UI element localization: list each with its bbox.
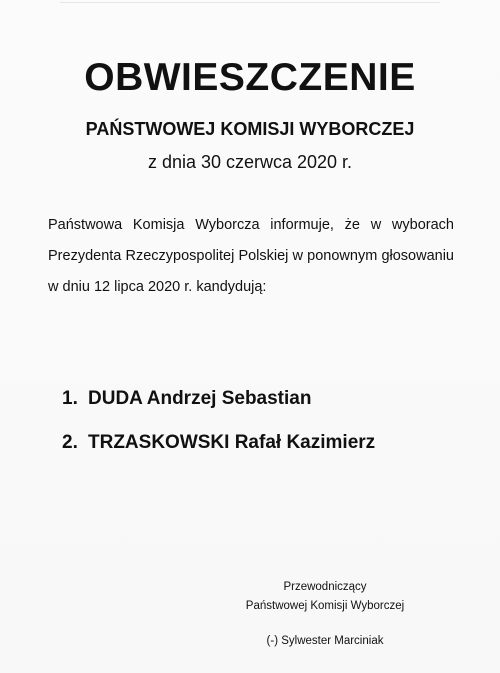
- candidate-list: [62, 385, 482, 473]
- signature-name: (-) Sylwester Marciniak: [266, 635, 384, 647]
- candidate-item: [62, 385, 482, 412]
- signature-block: [240, 578, 410, 651]
- candidate-name: TRZASKOWSKI Rafał Kazimierz: [88, 432, 376, 453]
- signature-role-line-1: Przewodniczący: [283, 581, 367, 593]
- candidate-name: DUDA Andrzej Sebastian: [88, 388, 312, 409]
- body-line-2: Prezydenta Rzeczypospolitej Polskiej w ponownym głosowaniu: [48, 248, 454, 264]
- page-title: OBWIESZCZENIE: [84, 56, 416, 99]
- candidate-item: [62, 429, 482, 456]
- announcement-body: [48, 210, 454, 303]
- signature-role-line-2: Państwowej Komisji Wyborczej: [245, 600, 405, 612]
- page-subtitle: PAŃSTWOWEJ KOMISJI WYBORCZEJ: [85, 119, 415, 139]
- candidate-number: 2.: [62, 432, 78, 453]
- body-line-1: Państwowa Komisja Wyborcza informuje, że w wyborach: [48, 217, 454, 233]
- body-line-3: w dniu 12 lipca 2020 r. kandydują:: [48, 279, 267, 295]
- scan-edge-mark: [60, 2, 440, 3]
- candidate-number: 1.: [62, 388, 78, 409]
- announcement-date: z dnia 30 czerwca 2020 r.: [147, 152, 353, 172]
